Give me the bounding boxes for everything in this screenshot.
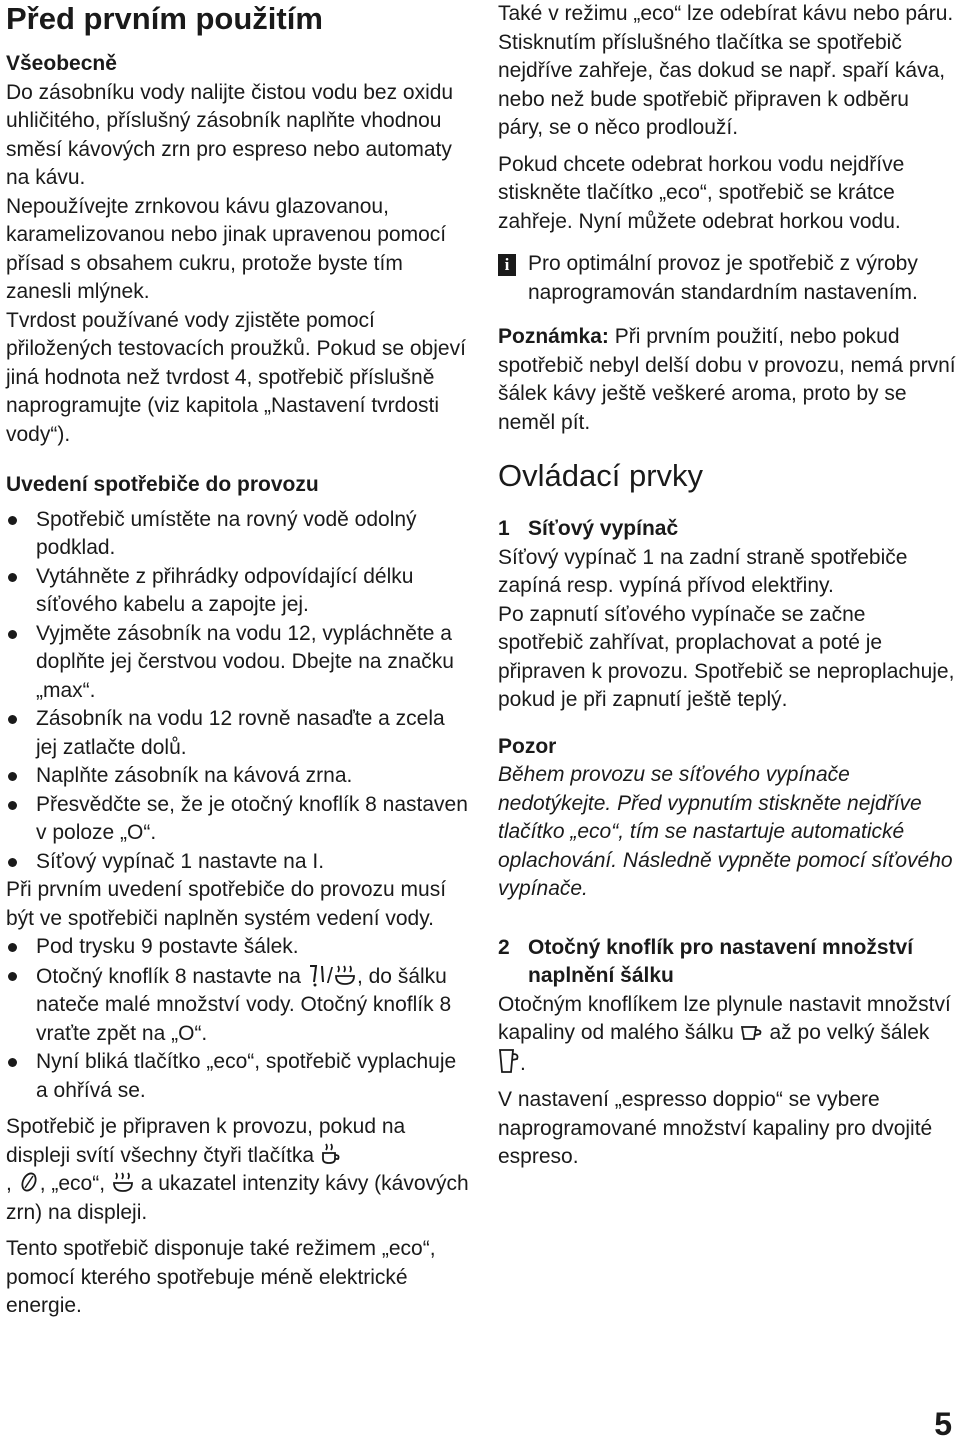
eco-steam-paragraph: Také v režimu „eco“ lze odebírat kávu nebo páru. Stisknutím příslušného tlačítka se spotřebič nejdříve zahřeje, čas dokud se např. spaří káva, nebo než bude spotřebič připraven k odběru páry, se o něco prodlouží. [498, 2, 954, 139]
item-2-heading: 2 Otočný knoflík pro nastavení množství naplnění šálku [498, 935, 914, 987]
first-use-list [6, 933, 470, 1105]
hot-water-paragraph: Pokud chcete odebrat horkou vodu nejdříve stiskněte tlačítko „eco“, spotřebič se krátce zahřeje. Nyní můžete odebrat horkou vodu. [498, 152, 905, 233]
list-item: Pod trysku 9 postavte šálek. [6, 933, 470, 962]
first-use-paragraph: Při prvním uvedení spotřebiče do provozu musí být ve spotřebiči naplněn systém vedení vody. [6, 878, 447, 930]
bullet-icon [8, 630, 17, 639]
hot-water-symbol [307, 963, 327, 987]
general-paragraph-3: Tvrdost používané vody zjistěte pomocí přiložených testovacích proužků. Pokud se objeví jiná hodnota než tvrdost 4, spotřebič příslušně naprogramujte (viz kapitola „Nastavení tvrdosti vody“). [6, 308, 466, 446]
eco-paragraph: Tento spotřebič disponuje také režimem „eco“, pomocí kterého spotřebuje méně elektrické energie. [6, 1237, 436, 1317]
caution-heading: Pozor [498, 734, 557, 758]
note-label: Poznámka: [498, 325, 609, 348]
list-item: Otočný knoflík 8 nastavte na / , do šálku nateče malé množství vody. Otočný knoflík 8 vraťte zpět na „O“. [6, 962, 470, 1049]
caution-text: Během provozu se síťového vypínače nedotýkejte. Před vypnutím stiskněte nejdříve tlačítko „eco“, tím se nastartuje automatické oplachování. Následně vypněte pomocí síťového vypínače. [498, 763, 953, 900]
bullet-icon [8, 516, 17, 525]
general-heading: Všeobecně [6, 52, 117, 75]
bullet-icon [8, 943, 17, 952]
startup-heading: Uvedení spotřebiče do provozu [6, 473, 319, 496]
info-text: Pro optimální provoz je spotřebič z výroby naprogramován standardním nastavením. [528, 252, 918, 304]
item-1-paragraph-2: Po zapnutí síťového vypínače se začne spotřebič zahřívat, proplachovat a poté je připraven k provozu. Spotřebič se neproplachuje, pokud je při zapnutí ještě teplý. [498, 602, 955, 711]
espresso-cup-symbol [320, 1142, 342, 1166]
bullet-icon [8, 715, 17, 724]
large-cup-icon [498, 1048, 520, 1074]
steam-symbol [333, 963, 357, 987]
list-item: Nyní bliká tlačítko „eco“, spotřebič vyplachuje a ohřívá se. [6, 1048, 470, 1105]
item-2-paragraph-2: V nastavení „espresso doppio“ se vybere naprogramované množství kapaliny pro dvojité espreso. [498, 1088, 933, 1168]
general-paragraph-1: Do zásobníku vody nalijte čistou vodu bez oxidu uhličitého, příslušný zásobník naplňte vhodnou směsí kávových zrn pro espreso nebo automaty na kávu. [6, 80, 454, 189]
page-title: Před prvním použitím [6, 1, 323, 36]
item-1-heading: 1 Síťový vypínač [498, 517, 679, 540]
list-item: Síťový vypínač 1 nastavte na I. [6, 848, 470, 877]
list-item: Vytáhněte z přihrádky odpovídající délku síťového kabelu a zapojte jej. [6, 563, 470, 620]
right-column [498, 0, 956, 1172]
bullet-icon [8, 573, 17, 582]
page-number: 5 [934, 1406, 952, 1442]
steam-symbol [111, 1170, 135, 1194]
milk-froth-symbol [18, 1170, 40, 1194]
bullet-icon [8, 1058, 17, 1067]
left-column [6, 0, 470, 1321]
ready-paragraph: Spotřebič je připraven k provozu, pokud na displeji svítí všechny čtyři tlačítka , , „eco“, a ukazatel intenzity kávy (kávových zrn) na displeji. [6, 1115, 469, 1224]
list-item: Zásobník na vodu 12 rovně nasaďte a zcela jej zatlačte dolů. [6, 705, 470, 762]
bullet-icon [8, 972, 17, 981]
bullet-icon [8, 801, 17, 810]
list-item: Vyjměte zásobník na vodu 12, vypláchněte a doplňte jej čerstvou vodou. Dbejte na značku „max“. [6, 620, 470, 706]
startup-list [6, 506, 470, 877]
item-2-paragraph-1: Otočným knoflíkem lze plynule nastavit množství kapaliny od malého šálku až po velký šálek . [498, 992, 951, 1075]
info-note [498, 250, 956, 307]
controls-title: Ovládací prvky [498, 458, 704, 493]
bullet-icon [8, 772, 17, 781]
list-item: Naplňte zásobník na kávová zrna. [6, 762, 470, 791]
list-item: Spotřebič umístěte na rovný vodě odolný podklad. [6, 506, 470, 563]
note-paragraph: Poznámka: Při prvním použití, nebo pokud spotřebič nebyl delší dobu v provozu, nemá první šálek kávy ještě veškeré aroma, proto by se neměl pít. [498, 325, 956, 434]
info-icon: i [498, 254, 516, 276]
list-item: Přesvědčte se, že je otočný knoflík 8 nastaven v poloze „O“. [6, 791, 470, 848]
bullet-icon [8, 858, 17, 867]
item-1-paragraph-1: Síťový vypínač 1 na zadní straně spotřebiče zapíná resp. vypíná přívod elektřiny. [498, 545, 908, 597]
small-cup-icon [740, 1023, 764, 1043]
general-paragraph-2: Nepoužívejte zrnkovou kávu glazovanou, karamelizovanou nebo jinak upravenou pomocí přísad s obsahem cukru, protože byste tím zanesli mlýnek. [6, 194, 447, 303]
